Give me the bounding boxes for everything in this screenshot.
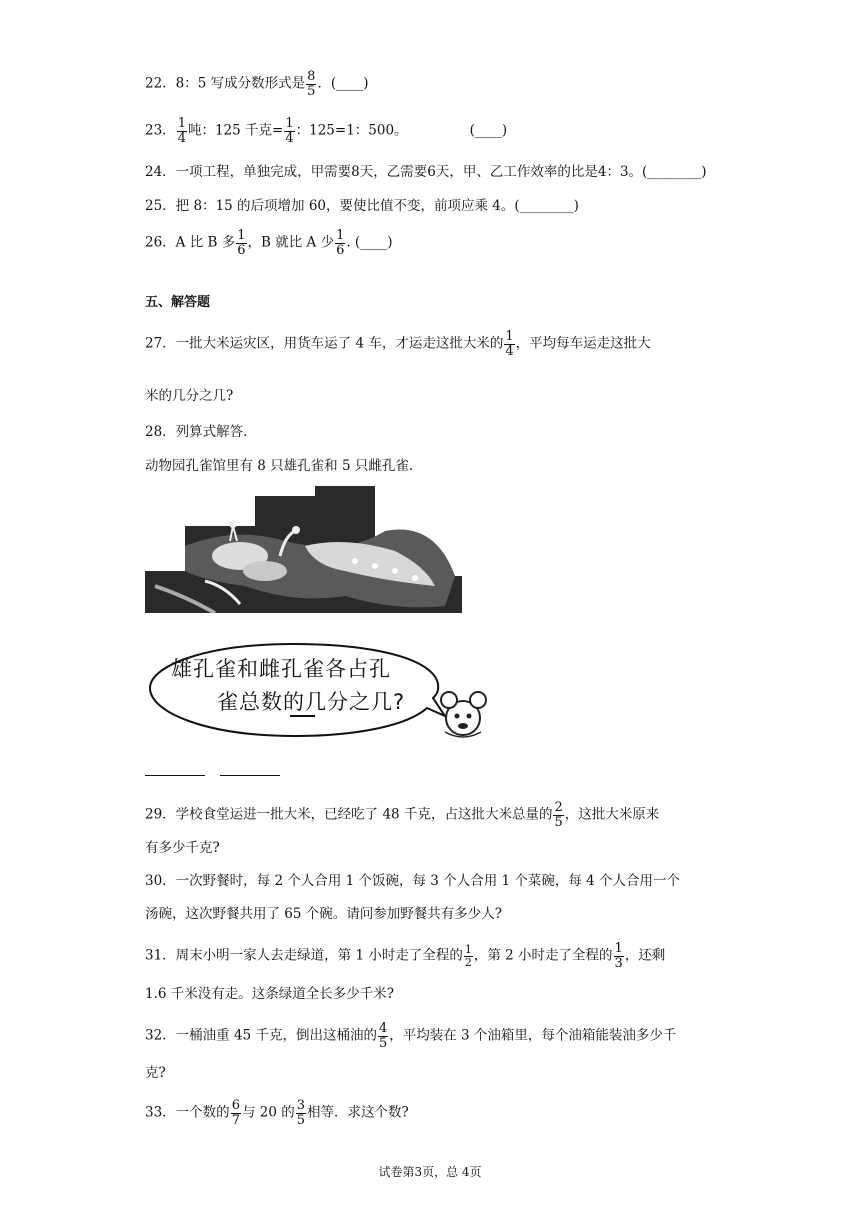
fraction: $\frac{1}{2}$ — [464, 943, 472, 969]
q27-text: ，平均每车运走这批大 — [515, 335, 651, 352]
question-28-title — [145, 426, 247, 440]
q33-text: 与 20 的 — [241, 1104, 295, 1121]
q28-title: 28．列算式解答. — [145, 424, 248, 440]
q33-text: 33．一个数的 — [145, 1104, 230, 1121]
question-28-text — [145, 460, 413, 474]
mouse-icon — [441, 692, 486, 737]
question-23 — [145, 117, 507, 145]
q31-text: 1.6 千米没有走。这条绿道全长多少千米? — [145, 986, 394, 1002]
question-32-cont — [145, 1067, 166, 1081]
question-30 — [145, 875, 680, 889]
question-24 — [145, 166, 707, 180]
answer-blank — [220, 775, 280, 776]
q26-text: 26．A 比 B 多 — [145, 234, 236, 251]
q30-text: 30．一次野餐时，每 2 个人合用 1 个饭碗，每 3 个人合用 1 个菜碗，每 4 个人合用一个 — [145, 873, 681, 889]
q31-text: 31．周末小明一家人去走绿道，第 1 小时走了全程的 — [145, 947, 463, 964]
q28-text: 动物园孔雀馆里有 8 只雄孔雀和 5 只雌孔雀. — [145, 458, 414, 474]
question-33 — [145, 1099, 409, 1127]
question-27-cont — [145, 390, 233, 404]
fraction: $\frac{3}{5}$ — [296, 1098, 306, 1128]
speech-bubble — [145, 636, 505, 746]
q23-text: 吨：125 千克= — [187, 122, 284, 139]
bubble-line-1: 雄孔雀和雌孔雀各占孔 — [171, 657, 391, 681]
q26-blank: . (____) — [346, 234, 393, 251]
question-27 — [145, 330, 651, 358]
fraction: $\frac{1}{4}$ — [285, 116, 294, 146]
question-26 — [145, 229, 392, 257]
q29-text: 29．学校食堂运进一批大米，已经吃了 48 千克，占这批大米总量的 — [145, 806, 553, 823]
q32-text: 32．一桶油重 45 千克，倒出这桶油的 — [145, 1027, 377, 1044]
section-title: 五、解答题 — [145, 295, 211, 310]
fraction: $\frac{2}{5}$ — [554, 800, 563, 830]
q27-text: 米的几分之几? — [145, 388, 234, 404]
question-29-cont — [145, 842, 220, 856]
q30-text: 汤碗，这次野餐共用了 65 个碗。请问参加野餐共有多少人? — [145, 906, 502, 922]
page-footer: 试卷第3页，总 4页 — [378, 1165, 482, 1179]
question-31-cont — [145, 988, 394, 1002]
question-32 — [145, 1022, 676, 1050]
fraction: $\frac{8}{5}$ — [307, 69, 316, 99]
q27-text: 27．一批大米运灾区，用货车运了 4 车，才运走这批大米的 — [145, 335, 504, 352]
q24-text: 24．一项工程，单独完成，甲需要8天，乙需要6天，甲、乙工作效率的比是4：3。(________) — [145, 164, 707, 180]
question-22 — [145, 70, 368, 98]
fraction: $\frac{6}{7}$ — [231, 1098, 240, 1128]
fraction: $\frac{1}{3}$ — [614, 941, 623, 971]
question-29 — [145, 801, 659, 829]
question-30-cont — [145, 908, 502, 922]
peacock-illustration — [145, 486, 462, 613]
q31-text: ，还剩 — [624, 947, 666, 964]
question-31 — [145, 942, 665, 970]
bubble-line-2: 雀总数的几分之几? — [217, 690, 406, 714]
q22-blank: ．(____) — [317, 75, 369, 92]
fraction: $\frac{1}{6}$ — [336, 228, 345, 258]
section-heading — [145, 296, 210, 309]
q31-text: ，第 2 小时走了全程的 — [473, 947, 613, 964]
q22-text: 22．8：5 写成分数形式是 — [145, 75, 306, 92]
q23-text: ：125=1：500。 — [295, 122, 408, 139]
q32-text: ，平均装在 3 个油箱里，每个油箱能装油多少千 — [389, 1027, 677, 1044]
q23-blank: (____) — [469, 122, 508, 139]
fraction: $\frac{1}{4}$ — [505, 329, 514, 359]
answer-blank — [145, 775, 205, 776]
question-25 — [145, 200, 579, 214]
fraction: $\frac{1}{4}$ — [177, 116, 186, 146]
q23-number: 23． — [145, 122, 176, 139]
q29-text: ，这批大米原来 — [564, 806, 660, 823]
fraction: $\frac{4}{5}$ — [378, 1021, 388, 1051]
q29-text: 有多少千克? — [145, 840, 220, 856]
fraction: $\frac{1}{6}$ — [237, 228, 246, 258]
q25-text: 25．把 8：15 的后项增加 60，要使比值不变，前项应乘 4。(________) — [145, 198, 579, 214]
q26-text: ，B 就比 A 少 — [247, 234, 335, 251]
q32-text: 克? — [145, 1065, 166, 1081]
q33-text: 相等．求这个数? — [307, 1104, 409, 1121]
